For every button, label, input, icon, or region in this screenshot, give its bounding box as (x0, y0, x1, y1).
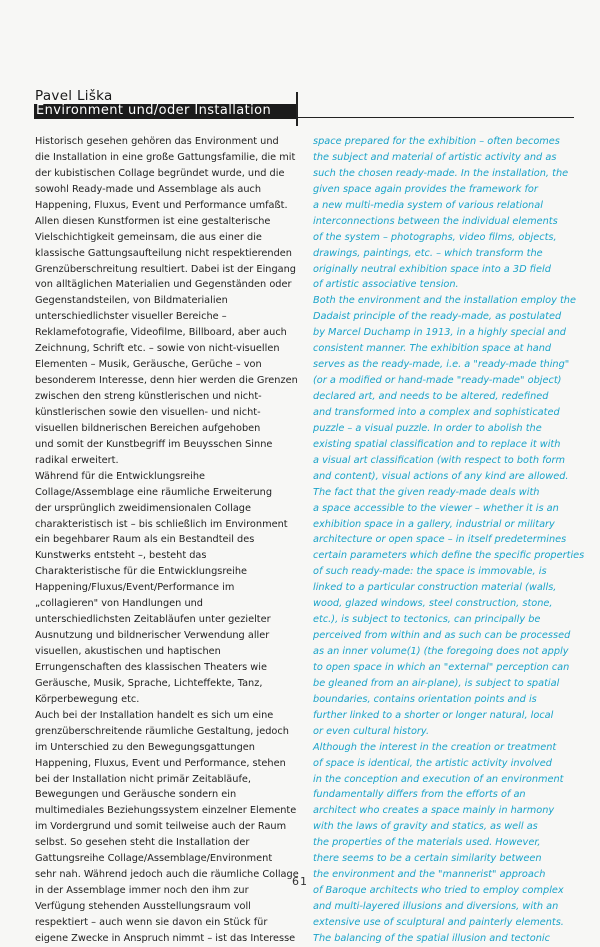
text-line: besonderem Interesse, denn hier werden die Grenzen (35, 375, 298, 387)
text-line: Elementen – Musik, Geräusche, Gerüche – von (35, 359, 262, 371)
text-line: the subject and material of artistic activity and as (313, 151, 557, 163)
text-line: further linked to a shorter or longer natural, local (313, 709, 554, 721)
text-line: The balancing of the spatial illusion and tectonic (313, 932, 550, 944)
text-line: with the laws of gravity and statics, as well as (313, 821, 538, 833)
text-line: and multi-layered illusions and diversions, with an (313, 901, 559, 912)
text-line: etc.), is subject to tectonics, can principally be (313, 614, 541, 626)
text-line: a space accessible to the viewer – whether it is an (313, 502, 559, 514)
text-line: künstlerischen sowie den visuellen- und nicht- (35, 406, 261, 418)
text-line: Happening, Fluxus, Event und Performance, stehen (35, 757, 286, 769)
text-line: eigene Zwecke in Anspruch nimmt – ist das Interesse (35, 932, 296, 944)
text-line: der kubistischen Collage begründet wurde, und die (35, 167, 285, 179)
text-line: and transformed into a complex and sophisticated (313, 406, 560, 418)
text-line: certain parameters which define the specific properties (313, 550, 585, 562)
text-line: Happening/Fluxus/Event/Performance im (35, 582, 235, 594)
article-title: Environment und/oder Installation (36, 103, 272, 118)
text-line: bei der Installation nicht primär Zeitabläufe, (35, 773, 251, 785)
text-line: drawings, paintings, etc. – which transform the (313, 247, 543, 259)
text-line: Auch bei der Installation handelt es sich um eine (35, 709, 274, 721)
text-line: existing spatial classification and to replace it with (313, 438, 561, 450)
text-line: Gattungsreihe Collage/Assemblage/Environment (35, 853, 273, 865)
text-line: declared art, and needs to be altered, redefined (313, 391, 549, 402)
text-line: originally neutral exhibition space into a 3D field (313, 263, 551, 275)
text-line: Charakteristische für die Entwicklungsreihe (35, 566, 248, 578)
text-line: radikal erweitert. (35, 454, 119, 466)
text-line: unterschiedlichsten Zeitabläufen unter gezielter (35, 614, 271, 626)
text-line: visuellen, akustischen und haptischen (35, 646, 221, 657)
text-line: Zeichnung, Schrift etc. – sowie von nicht-visuellen (35, 343, 280, 355)
text-line: architect who creates a space mainly in harmony (313, 805, 555, 817)
text-line: and content), visual actions of any kind are allowed. (313, 470, 569, 482)
text-line: of such ready-made: the space is immovable, is (313, 566, 547, 578)
text-line: Dadaist principle of the ready-made, as postulated (313, 311, 562, 323)
text-line: Allen diesen Kunstformen ist eine gestalterische (35, 215, 271, 227)
text-line: sehr nah. Während jedoch auch die räumliche Collage (35, 869, 299, 881)
text-line: selbst. So gesehen steht die Installation der (35, 837, 250, 849)
text-line: as an inner volume(1) (the foregoing does not apply (313, 646, 569, 657)
text-line: boundaries, contains orientation points and is (313, 693, 537, 705)
text-line: grenzüberschreitende räumliche Gestaltung, jedoch (35, 725, 289, 737)
text-line: by Marcel Duchamp in 1913, in a highly special and (313, 327, 566, 339)
text-line: Both the environment and the installation employ the (313, 295, 576, 307)
text-line: there seems to be a certain similarity between (313, 853, 542, 865)
text-line: (or a modified or hand-made "ready-made" object) (313, 375, 562, 387)
english-text-column (313, 134, 583, 947)
text-line: Ausnutzung und bildnerischer Verwendung aller (35, 630, 270, 642)
article-title-bar (34, 104, 296, 119)
text-line: Errungenschaften des klassischen Theaters wie (35, 661, 267, 673)
text-line: of the system – photographs, video films, objects, (313, 231, 557, 243)
text-line: multimediales Beziehungssystem einzelner Elemente (35, 805, 297, 817)
text-line: perceived from within and as such can be processed (313, 630, 571, 642)
text-line: the environment and the "mannerist" approach (313, 869, 546, 881)
text-line: exhibition space in a gallery, industrial or military (313, 518, 555, 530)
text-line: unterschiedlichster visueller Bereiche – (35, 311, 227, 323)
text-line: Grenzüberschreitung resultiert. Dabei ist der Eingang (35, 263, 296, 275)
text-line: a new multi-media system of various relational (313, 199, 543, 211)
text-line: Vielschichtigkeit gemeinsam, die aus einer die (35, 231, 262, 243)
text-line: Kunstwerks entsteht –, besteht das (35, 550, 207, 562)
text-line: interconnections between the individual elements (313, 215, 558, 227)
text-line: fundamentally differs from the efforts of an (313, 789, 526, 801)
text-line: the properties of the materials used. However, (313, 837, 541, 849)
column-divider-mark (296, 92, 298, 126)
text-line: Happening, Fluxus, Event und Performance umfaßt. (35, 199, 288, 211)
text-line: Historisch gesehen gehören das Environment und (35, 136, 279, 147)
text-line: architecture or open space – in itself predetermines (313, 534, 567, 546)
text-line: Gegenstandsteilen, von Bildmaterialien (35, 295, 228, 307)
text-line: or even cultural history. (313, 725, 430, 737)
page-number: 61 (292, 875, 308, 888)
text-line: Bewegungen und Geräusche sondern ein (35, 789, 237, 801)
text-line: in the conception and execution of an environment (313, 773, 564, 785)
text-line: space prepared for the exhibition – often becomes (313, 136, 560, 147)
text-line: und somit der Kunstbegriff im Beuysschen Sinne (35, 438, 273, 450)
text-line: of Baroque architects who tried to employ complex (313, 885, 564, 897)
text-line: given space again provides the framework for (313, 183, 538, 195)
text-line: respektiert – auch wenn sie davon ein Stück für (35, 916, 268, 928)
text-line: die Installation in eine große Gattungsfamilie, die mit (35, 151, 296, 163)
text-line: such the chosen ready-made. In the installation, the (313, 167, 569, 179)
author-name: Pavel Liška (35, 88, 113, 104)
text-line: wood, glazed windows, steel construction, stone, (313, 598, 553, 610)
text-line: klassische Gattungsaufteilung nicht respektierenden (35, 247, 292, 259)
text-line: of space is identical, the artistic activity involved (313, 757, 552, 769)
text-line: be gleaned from an air-plane), is subject to spatial (313, 677, 560, 689)
text-line: „collagieren" von Handlungen und (35, 598, 203, 610)
text-line: Verfügung stehenden Ausstellungsraum voll (35, 901, 251, 912)
text-line: sowohl Ready-made und Assemblage als auch (35, 183, 262, 195)
text-line: Reklamefotografie, Videofilme, Billboard, aber auch (35, 327, 287, 339)
text-line: Although the interest in the creation or treatment (313, 741, 557, 753)
text-line: visuellen bildnerischen Bereichen aufgehoben (35, 422, 261, 434)
text-line: serves as the ready-made, i.e. a "ready-made thing" (313, 359, 570, 371)
text-line: consistent manner. The exhibition space at hand (313, 343, 552, 355)
text-line: of artistic associative tension. (313, 279, 459, 291)
text-line: zwischen den streng künstlerischen und nicht- (35, 391, 262, 402)
text-line: in der Assemblage immer noch den ihm zur (35, 885, 249, 897)
text-line: im Vordergrund und somit teilweise auch der Raum (35, 821, 287, 833)
german-text-column (35, 134, 297, 947)
text-line: Während für die Entwicklungsreihe (35, 470, 206, 482)
text-line: der ursprünglich zweidimensionalen Collage (35, 502, 251, 514)
text-line: to open space in which an "external" perception can (313, 661, 570, 673)
header-rule (296, 117, 574, 118)
text-line: charakteristisch ist – bis schließlich im Environment (35, 518, 288, 530)
text-line: ein begehbarer Raum als ein Bestandteil des (35, 534, 255, 546)
text-line: puzzle – a visual puzzle. In order to abolish the (313, 422, 542, 434)
text-line: von alltäglichen Materialien und Gegenständen oder (35, 279, 292, 291)
text-line: im Unterschied zu den Bewegungsgattungen (35, 741, 255, 753)
text-line: linked to a particular construction material (walls, (313, 582, 557, 594)
text-line: Körperbewegung etc. (35, 693, 140, 705)
text-line: a visual art classification (with respect to both form (313, 454, 566, 466)
text-line: Collage/Assemblage eine räumliche Erweiterung (35, 486, 273, 498)
text-line: The fact that the given ready-made deals with (313, 486, 540, 498)
text-line: extensive use of sculptural and painterly elements. (313, 916, 564, 928)
text-line: Geräusche, Musik, Sprache, Lichteffekte, Tanz, (35, 677, 263, 689)
